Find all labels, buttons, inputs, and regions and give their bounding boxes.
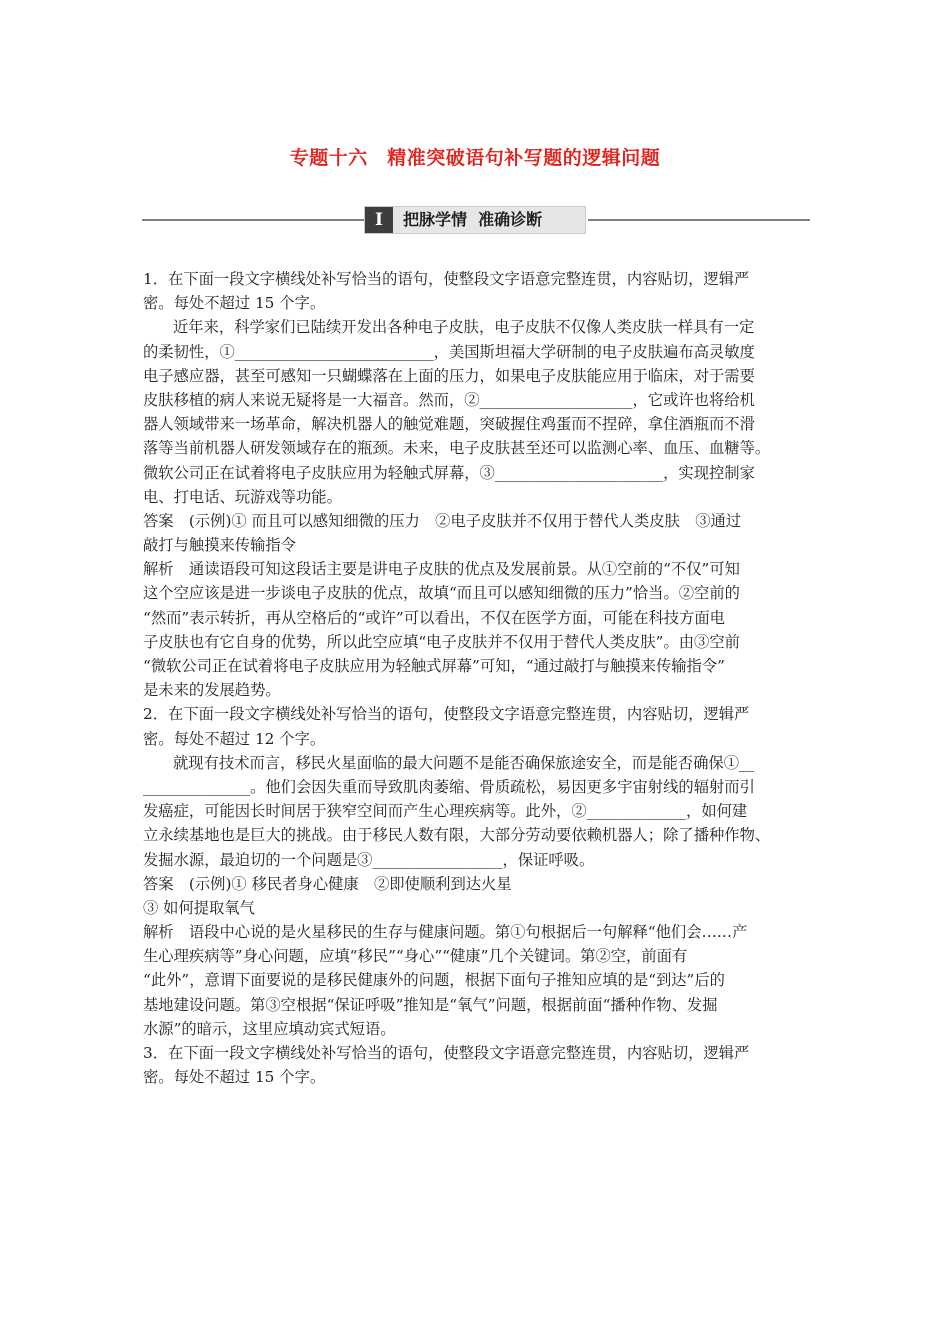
text-line: 落等当前机器人研发领域存在的瓶颈。未来，电子皮肤甚至还可以监测心率、血压、血糖等。 — [143, 439, 771, 458]
section-number: I — [365, 207, 393, 233]
page-title: 专题十六 精准突破语句补写题的逻辑问题 — [289, 147, 661, 169]
document-body — [143, 267, 811, 1089]
text-line: 近年来，科学家们已陆续开发出各种电子皮肤，电子皮肤不仅像人类皮肤一样具有一定 — [173, 318, 755, 337]
text-line: 解析 语段中心说的是火星移民的生存与健康问题。第①句根据后一句解释“他们会……产 — [143, 923, 748, 942]
text-line: 就现有技术而言，移民火星面临的最大问题不是能否确保旅途安全，而是能否确保①__ — [173, 753, 755, 772]
text-line: 2．在下面一段文字横线处补写恰当的语句，使整段文字语意完整连贯，内容贴切，逻辑严 — [143, 705, 750, 724]
text-line: 水源”的暗示，这里应填动宾式短语。 — [143, 1019, 396, 1038]
text-line: 电、打电话、玩游戏等功能。 — [143, 487, 342, 506]
text-line: 1．在下面一段文字横线处补写恰当的语句，使整段文字语意完整连贯，内容贴切，逻辑严 — [143, 270, 750, 288]
text-line: 答案 (示例)① 移民者身心健康 ②即使顺利到达火星 — [143, 874, 512, 893]
text-line: 是未来的发展趋势。 — [143, 681, 281, 700]
text-line: 答案 (示例)① 而且可以感知细微的压力 ②电子皮肤并不仅用于替代人类皮肤 ③通过 — [143, 511, 742, 530]
text-line: 皮肤移植的病人来说无疑将是一大福音。然而，②____________________，它或许也将给机 — [143, 390, 755, 409]
text-line: 密。每处不超过 15 个字。 — [143, 1068, 326, 1087]
text-line: 的柔韧性，①__________________________，美国斯坦福大学研制的电子皮肤遍布高灵敏度 — [143, 342, 755, 361]
text-line: 敲打与触摸来传输指令 — [143, 536, 296, 555]
text-line: 立永续基地也是巨大的挑战。由于移民人数有限，大部分劳动要依赖机器人；除了播种作物、 — [143, 826, 771, 845]
section-divider-left — [142, 219, 364, 221]
text-line: 发癌症，可能因长时间居于狭窄空间而产生心理疾病等。此外，②_____________，如何建 — [143, 802, 748, 821]
text-line: 密。每处不超过 15 个字。 — [143, 294, 326, 313]
text-line: “微软公司正在试着将电子皮肤应用为轻触式屏幕”可知，“通过敲打与触摸来传输指令” — [143, 657, 725, 675]
text-line: “然而”表示转折，再从空格后的“或许”可以看出，不仅在医学方面，可能在科技方面电 — [143, 608, 725, 627]
text-line: ③ 如何提取氧气 — [143, 898, 255, 917]
text-line: “此外”，意谓下面要说的是移民健康外的问题，根据下面句子推知应填的是“到达”后的 — [143, 971, 725, 990]
text-line: 基地建设问题。第③空根据“保证呼吸”推知是“氧气”问题，根据前面“播种作物、发掘 — [143, 995, 718, 1014]
text-line: 微软公司正在试着将电子皮肤应用为轻触式屏幕，③______________________，实现控制家 — [143, 463, 755, 482]
text-line: 这个空应该是进一步谈电子皮肤的优点，故填“而且可以感知细微的压力”恰当。②空前的 — [143, 584, 740, 603]
text-line: 解析 通读语段可知这段话主要是讲电子皮肤的优点及发展前景。从①空前的“不仅”可知 — [143, 560, 740, 579]
section-header — [364, 206, 586, 234]
section-label: 把脉学情 准确诊断 — [403, 210, 543, 229]
text-line: 生心理疾病等”身心问题，应填“移民”“身心”“健康”几个关键词。第②空，前面有 — [143, 947, 688, 966]
section-divider-right — [588, 219, 810, 221]
text-line: 器人领域带来一场革命，解决机器人的触觉难题，突破握住鸡蛋而不捏碎，拿住酒瓶而不滑 — [143, 415, 755, 434]
text-line: ______________。他们会因失重而导致肌肉萎缩、骨质疏松，易因更多宇宙射线的辐射而引 — [143, 777, 755, 796]
text-line: 子皮肤也有它自身的优势，所以此空应填“电子皮肤并不仅用于替代人类皮肤”。由③空前 — [143, 632, 740, 651]
text-line: 电子感应器，甚至可感知一只蝴蝶落在上面的压力，如果电子皮肤能应用于临床，对于需要 — [143, 366, 755, 385]
text-line: 密。每处不超过 12 个字。 — [143, 729, 326, 748]
text-line: 发掘水源，最迫切的一个问题是③_________________，保证呼吸。 — [143, 850, 595, 869]
text-line: 3．在下面一段文字横线处补写恰当的语句，使整段文字语意完整连贯，内容贴切，逻辑严 — [143, 1044, 750, 1062]
